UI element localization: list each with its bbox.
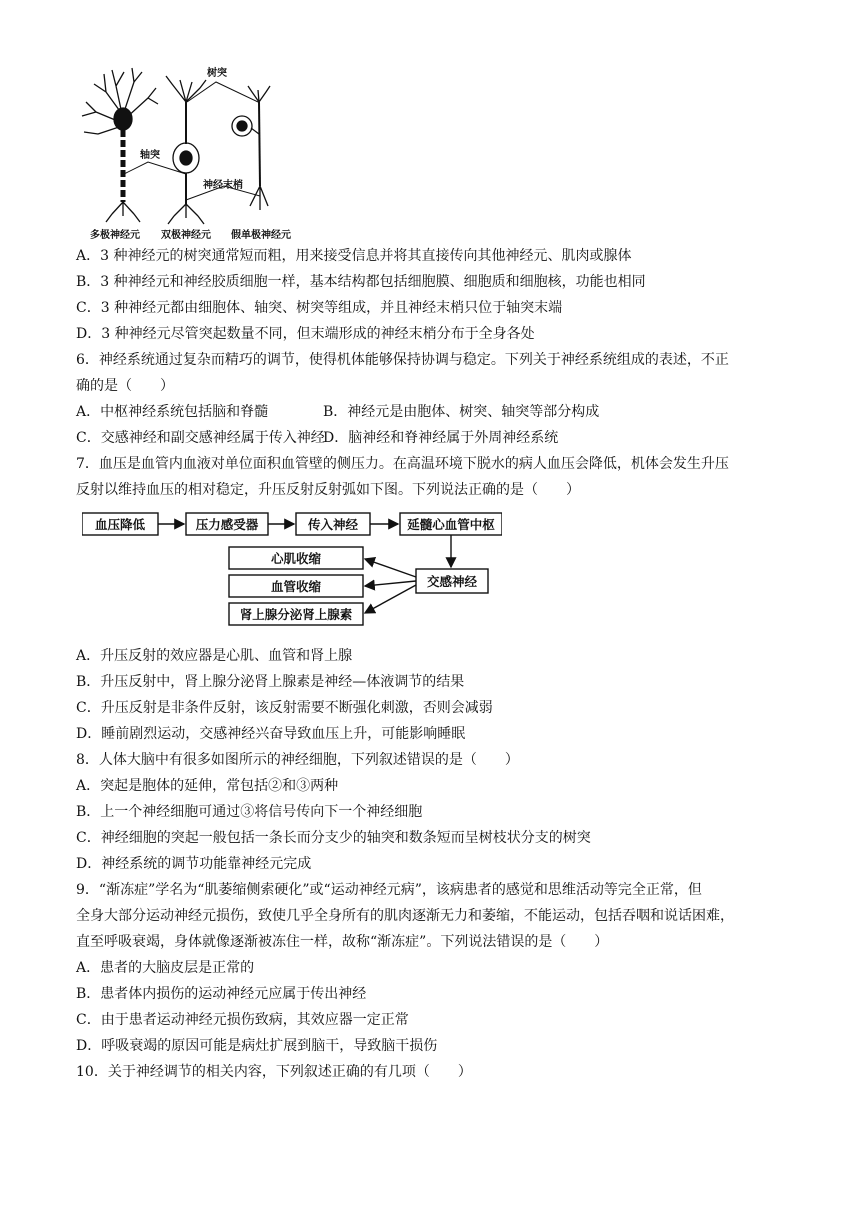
axon-label: 轴突: [140, 150, 160, 161]
neuron-types-svg: [76, 62, 306, 244]
pseudounipolar-label: 假单极神经元: [231, 230, 291, 241]
q7-option-b: B．升压反射中，肾上腺分泌肾上腺素是神经—体液调节的结果: [76, 674, 465, 690]
baroreceptor-text: 压力感受器: [195, 517, 259, 532]
multipolar-neuron-drawing: [82, 68, 158, 222]
reflex-arc-diagram: [76, 509, 784, 643]
reflex-arc-svg: [82, 509, 502, 643]
q8-option-a: A．突起是胞体的延伸，常包括②和③两种: [76, 778, 339, 794]
q9-stem-line2: 全身大部分运动神经元损伤，致使几乎全身所有的肌肉逐渐无力和萎缩，不能运动，包括吞咽和说话困难，: [76, 908, 734, 924]
q9-option-c: C．由于患者运动神经元损伤致病，其效应器一定正常: [76, 1012, 409, 1028]
neuron-types-figure: [76, 62, 306, 244]
q7-stem-line1: 7．血压是血管内血液对单位面积血管壁的侧压力。在高温环境下脱水的病人血压会降低，机体会发生升压: [76, 456, 729, 472]
q7-stem-line2: 反射以维持血压的相对稳定，升压反射反射弧如下图。下列说法正确的是（ ）: [76, 482, 580, 498]
q7-option-d: D．睡前剧烈运动，交感神经兴奋导致血压上升，可能影响睡眠: [76, 726, 466, 742]
multipolar-label: 多极神经元: [90, 230, 140, 241]
q8-stem: 8．人体大脑中有很多如图所示的神经细胞，下列叙述错误的是（ ）: [76, 752, 519, 768]
q9-option-d: D．呼吸衰竭的原因可能是病灶扩展到脑干，导致脑干损伤: [76, 1038, 438, 1054]
q10-stem: 10．关于神经调节的相关内容，下列叙述正确的有几项（ ）: [76, 1064, 472, 1080]
adrenal-text: 肾上腺分泌肾上腺素: [239, 607, 353, 622]
q5-option-b: B．3 种神经元和神经胶质细胞一样，基本结构都包括细胞膜、细胞质和细胞核，功能也相同: [76, 274, 646, 290]
pseudounipolar-neuron-drawing: [232, 86, 270, 210]
q7-option-c: C．升压反射是非条件反射，该反射需要不断强化刺激，否则会减弱: [76, 700, 493, 716]
q7-option-a: A．升压反射的效应器是心肌、血管和肾上腺: [76, 648, 353, 664]
bp-drop-text: 血压降低: [94, 517, 146, 532]
q6-option-d: D．脑神经和脊神经属于外周神经系统: [323, 430, 559, 446]
q8-option-c: C．神经细胞的突起一般包括一条长而分支少的轴突和数条短而呈树枝状分支的树突: [76, 830, 591, 846]
q6-stem-line1: 6．神经系统通过复杂而精巧的调节，使得机体能够保持协调与稳定。下列关于神经系统组成的表述，不正: [76, 352, 729, 368]
dendrite-label: 树突: [207, 68, 227, 79]
q6-options-row2: [76, 425, 784, 451]
q9-stem-line3: 直至呼吸衰竭，身体就像逐渐被冻住一样，故称“渐冻症”。下列说法错误的是（ ）: [76, 934, 609, 950]
q5-option-a: A．3 种神经元的树突通常短而粗，用来接受信息并将其直接传向其他神经元、肌肉或腺体: [76, 248, 632, 264]
nerve-ending-label: 神经末梢: [203, 180, 243, 191]
q9-option-a: A．患者的大脑皮层是正常的: [76, 960, 255, 976]
q8-option-d: D．神经系统的调节功能靠神经元完成: [76, 856, 312, 872]
vessel-text: 血管收缩: [270, 579, 322, 594]
bipolar-label: 双极神经元: [161, 230, 211, 241]
q6-options-row1: [76, 399, 784, 425]
afferent-text: 传入神经: [307, 517, 359, 532]
center-text: 延髓心血管中枢: [407, 517, 495, 532]
question-content: [76, 243, 784, 1085]
heart-text: 心肌收缩: [270, 551, 322, 566]
q6-option-b: B．神经元是由胞体、树突、轴突等部分构成: [323, 404, 600, 420]
q6-stem-line2: 确的是（ ）: [76, 378, 174, 394]
q6-option-c: C．交感神经和副交感神经属于传入神经: [76, 430, 325, 446]
q5-option-c: C．3 种神经元都由细胞体、轴突、树突等组成，并且神经末梢只位于轴突末端: [76, 300, 563, 316]
q6-option-a: A．中枢神经系统包括脑和脊髓: [76, 404, 269, 420]
q5-option-d: D．3 种神经元尽管突起数量不同，但末端形成的神经末梢分布于全身各处: [76, 326, 535, 342]
q9-stem-line1: 9．“渐冻症”学名为“肌萎缩侧索硬化”或“运动神经元病”，该病患者的感觉和思维活动等完全正常，但: [76, 882, 702, 898]
q8-option-b: B．上一个神经细胞可通过③将信号传向下一个神经细胞: [76, 804, 423, 820]
bipolar-neuron-drawing: [166, 76, 206, 224]
q9-option-b: B．患者体内损伤的运动神经元应属于传出神经: [76, 986, 367, 1002]
sympathetic-text: 交感神经: [426, 574, 478, 589]
